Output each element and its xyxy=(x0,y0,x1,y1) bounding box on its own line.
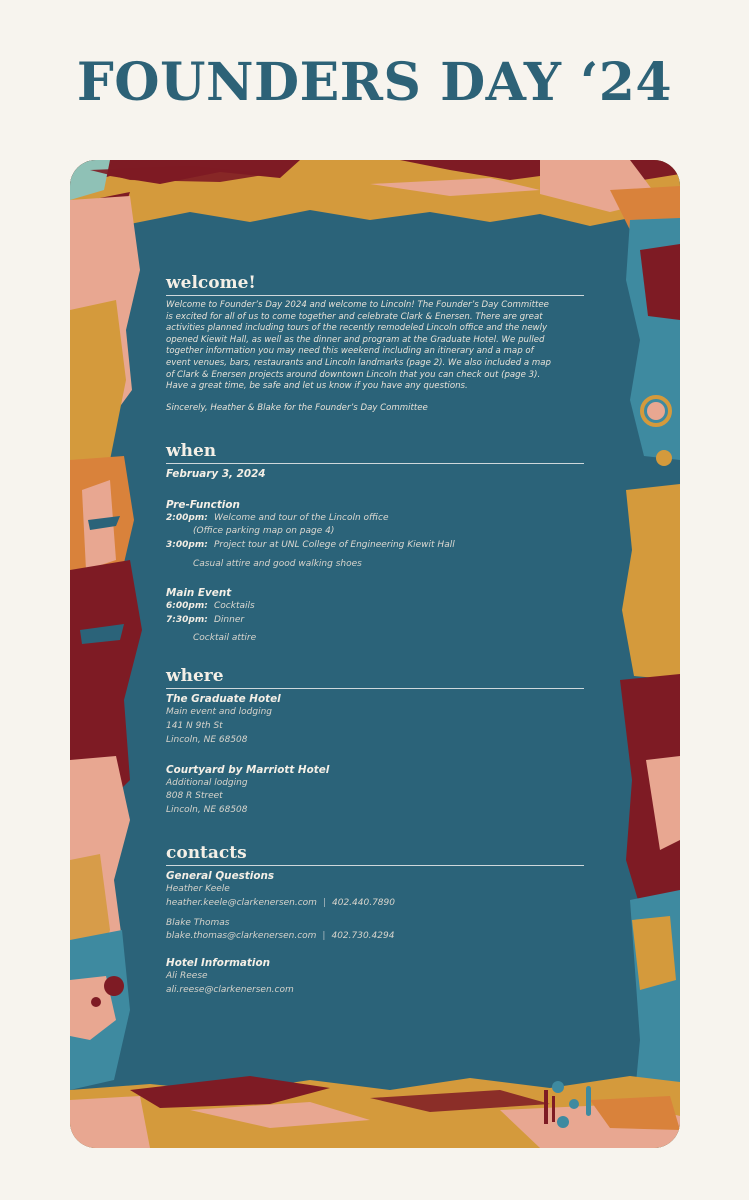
main-event-title: Main Event xyxy=(166,587,232,600)
contact-line xyxy=(166,897,584,911)
divider: | xyxy=(322,931,326,942)
welcome-line: Have a great time, be safe and let us know if you have any questions. xyxy=(166,381,468,392)
where-heading: where xyxy=(166,666,584,689)
welcome-line: together information you may need this weekend including an itinerary and a map of xyxy=(166,346,534,357)
hotel-contact-name: Ali Reese xyxy=(166,971,208,982)
schedule-time: 7:30pm: xyxy=(166,614,208,625)
welcome-line: event venues, bars, restaurants and Lincoln landmarks (page 2). We also included a map xyxy=(166,357,551,368)
schedule-row xyxy=(166,539,584,553)
contact-name: Heather Keele xyxy=(166,884,230,895)
schedule-desc: Dinner xyxy=(214,614,245,625)
welcome-line: opened Kiewit Hall, as well as the dinner and program at the Graduate Hotel. We pulled xyxy=(166,334,545,345)
schedule-time: 3:00pm: xyxy=(166,539,208,550)
welcome-heading: welcome! xyxy=(166,273,584,296)
contact-name: Blake Thomas xyxy=(166,917,230,928)
contact-email[interactable]: heather.keele@clarkenersen.com xyxy=(166,897,317,908)
contact-email[interactable]: blake.thomas@clarkenersen.com xyxy=(166,931,317,942)
venue-name: Courtyard by Marriott Hotel xyxy=(166,763,330,776)
main-event-attire: Cocktail attire xyxy=(193,633,257,644)
divider: | xyxy=(322,897,326,908)
welcome-line: of Clark & Enersen projects around downtown Lincoln that you can check out (page 3). xyxy=(166,369,541,380)
schedule-desc: Cocktails xyxy=(214,601,255,612)
venue-street: 141 N 9th St xyxy=(166,721,223,732)
venue-city: Lincoln, NE 68508 xyxy=(166,805,248,816)
welcome-line: is excited for all of us to come together and celebrate Clark & Enersen. There are great xyxy=(166,311,543,322)
schedule-desc: Project tour at UNL College of Engineering Kiewit Hall xyxy=(214,539,455,550)
contact-block xyxy=(166,883,584,911)
invitation-card xyxy=(70,160,680,1148)
contact-block xyxy=(166,917,584,945)
schedule-time: 2:00pm: xyxy=(166,512,208,523)
contact-line xyxy=(166,930,584,944)
signature: Sincerely, Heather & Blake for the Founder’s Day Committee xyxy=(166,402,428,413)
page-title: FOUNDERS DAY ‘24 xyxy=(76,52,673,113)
contact-phone[interactable]: 402.440.7890 xyxy=(332,897,395,908)
parking-note: (Office parking map on page 4) xyxy=(193,526,335,537)
venue-name: The Graduate Hotel xyxy=(166,693,281,706)
schedule-row xyxy=(166,512,584,526)
prefunction-title: Pre-Function xyxy=(166,498,240,511)
welcome-paragraph xyxy=(166,300,584,393)
schedule-time: 6:00pm: xyxy=(166,601,208,612)
schedule-row xyxy=(166,600,584,614)
venue-block xyxy=(166,764,584,818)
venue-role: Additional lodging xyxy=(166,777,248,788)
schedule-row xyxy=(166,614,584,628)
venue-city: Lincoln, NE 68508 xyxy=(166,734,248,745)
prefunction-attire: Casual attire and good walking shoes xyxy=(193,559,362,570)
content-panel xyxy=(166,273,584,998)
venue-block xyxy=(166,693,584,747)
hotel-contact-email[interactable]: ali.reese@clarkenersen.com xyxy=(166,985,294,996)
venue-role: Main event and lodging xyxy=(166,707,272,718)
hotel-information-title: Hotel Information xyxy=(166,957,270,970)
when-heading: when xyxy=(166,441,584,464)
welcome-line: activities planned including tours of the recently remodeled Lincoln office and the newly xyxy=(166,323,548,334)
event-date: February 3, 2024 xyxy=(166,467,266,480)
contacts-heading: contacts xyxy=(166,843,584,866)
welcome-line: Welcome to Founder’s Day 2024 and welcome to Lincoln! The Founder’s Day Committee xyxy=(166,300,549,310)
contact-phone[interactable]: 402.730.4294 xyxy=(331,931,395,942)
general-questions-title: General Questions xyxy=(166,870,275,883)
schedule-desc: Welcome and tour of the Lincoln office xyxy=(214,512,389,523)
venue-street: 808 R Street xyxy=(166,791,223,802)
